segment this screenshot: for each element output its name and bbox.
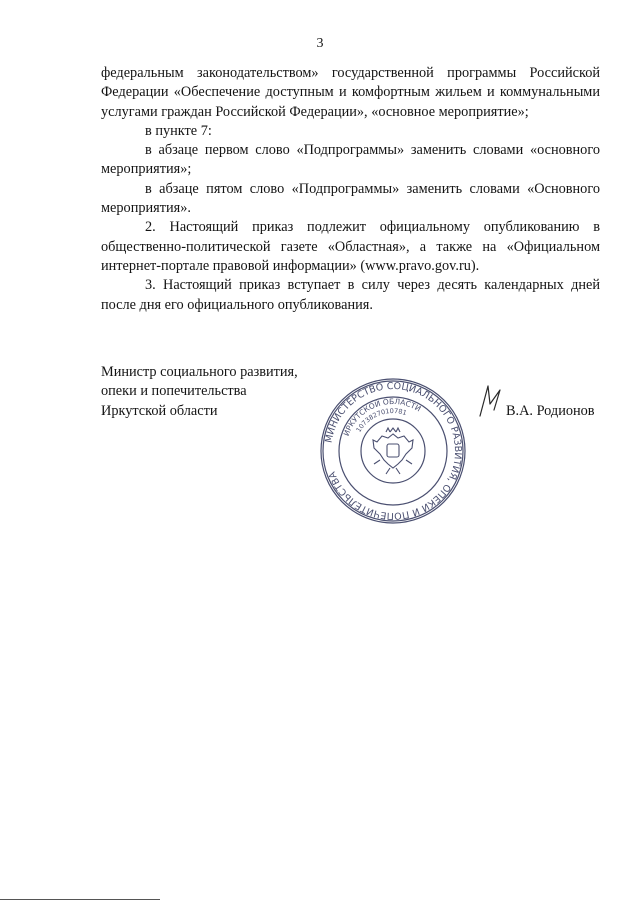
footer-rule xyxy=(0,899,160,900)
paragraph-effective-date: 3. Настоящий приказ вступает в силу через десять календарных дней после дня его официального опубликования. xyxy=(101,277,600,313)
paragraph-fifth-subclause: в абзаце пятом слово «Подпрограммы» заменить словами «Основного мероприятия». xyxy=(101,180,600,217)
signer-position-line: Иркутской области xyxy=(101,402,218,419)
signer-name: В.А. Родионов xyxy=(506,403,595,419)
handwritten-signature-icon xyxy=(470,380,510,420)
paragraph-publication: 2. Настоящий приказ подлежит официальному опубликованию в общественно-политической газете «Областная», а также на «Официальном интернет-портале правовой информации» (www.pravo.gov.ru). xyxy=(101,219,600,274)
order-body-text xyxy=(101,64,600,315)
paragraph-amendment-continuation: федеральным законодательством» государственной программы Российской Федерации «Обеспечение доступным и комфортным жильем и коммунальными услугами граждан Российской Федерации», «основное мероприятие»; xyxy=(101,65,600,120)
page-number: 3 xyxy=(316,36,324,51)
seal-inner-text: ИРКУТСКОЙ ОБЛАСТИ xyxy=(341,396,423,438)
seal-outer-text: МИНИСТЕРСТВО СОЦИАЛЬНОГО РАЗВИТИЯ, ОПЕКИ И ПОПЕЧИТЕЛЬСТВА xyxy=(323,380,464,522)
signer-position xyxy=(101,363,341,421)
paragraph-clause-7: в пункте 7: xyxy=(145,122,212,139)
signer-position-line: Министр социального развития, xyxy=(101,364,298,380)
signer-position-line: опеки и попечительства xyxy=(101,383,247,400)
official-seal xyxy=(318,376,468,526)
seal-number-text: 1073827010781 xyxy=(354,406,408,434)
paragraph-first-subclause: в абзаце первом слово «Подпрограммы» заменить словами «основного мероприятия»; xyxy=(101,142,600,178)
eagle-emblem-icon xyxy=(373,428,413,474)
